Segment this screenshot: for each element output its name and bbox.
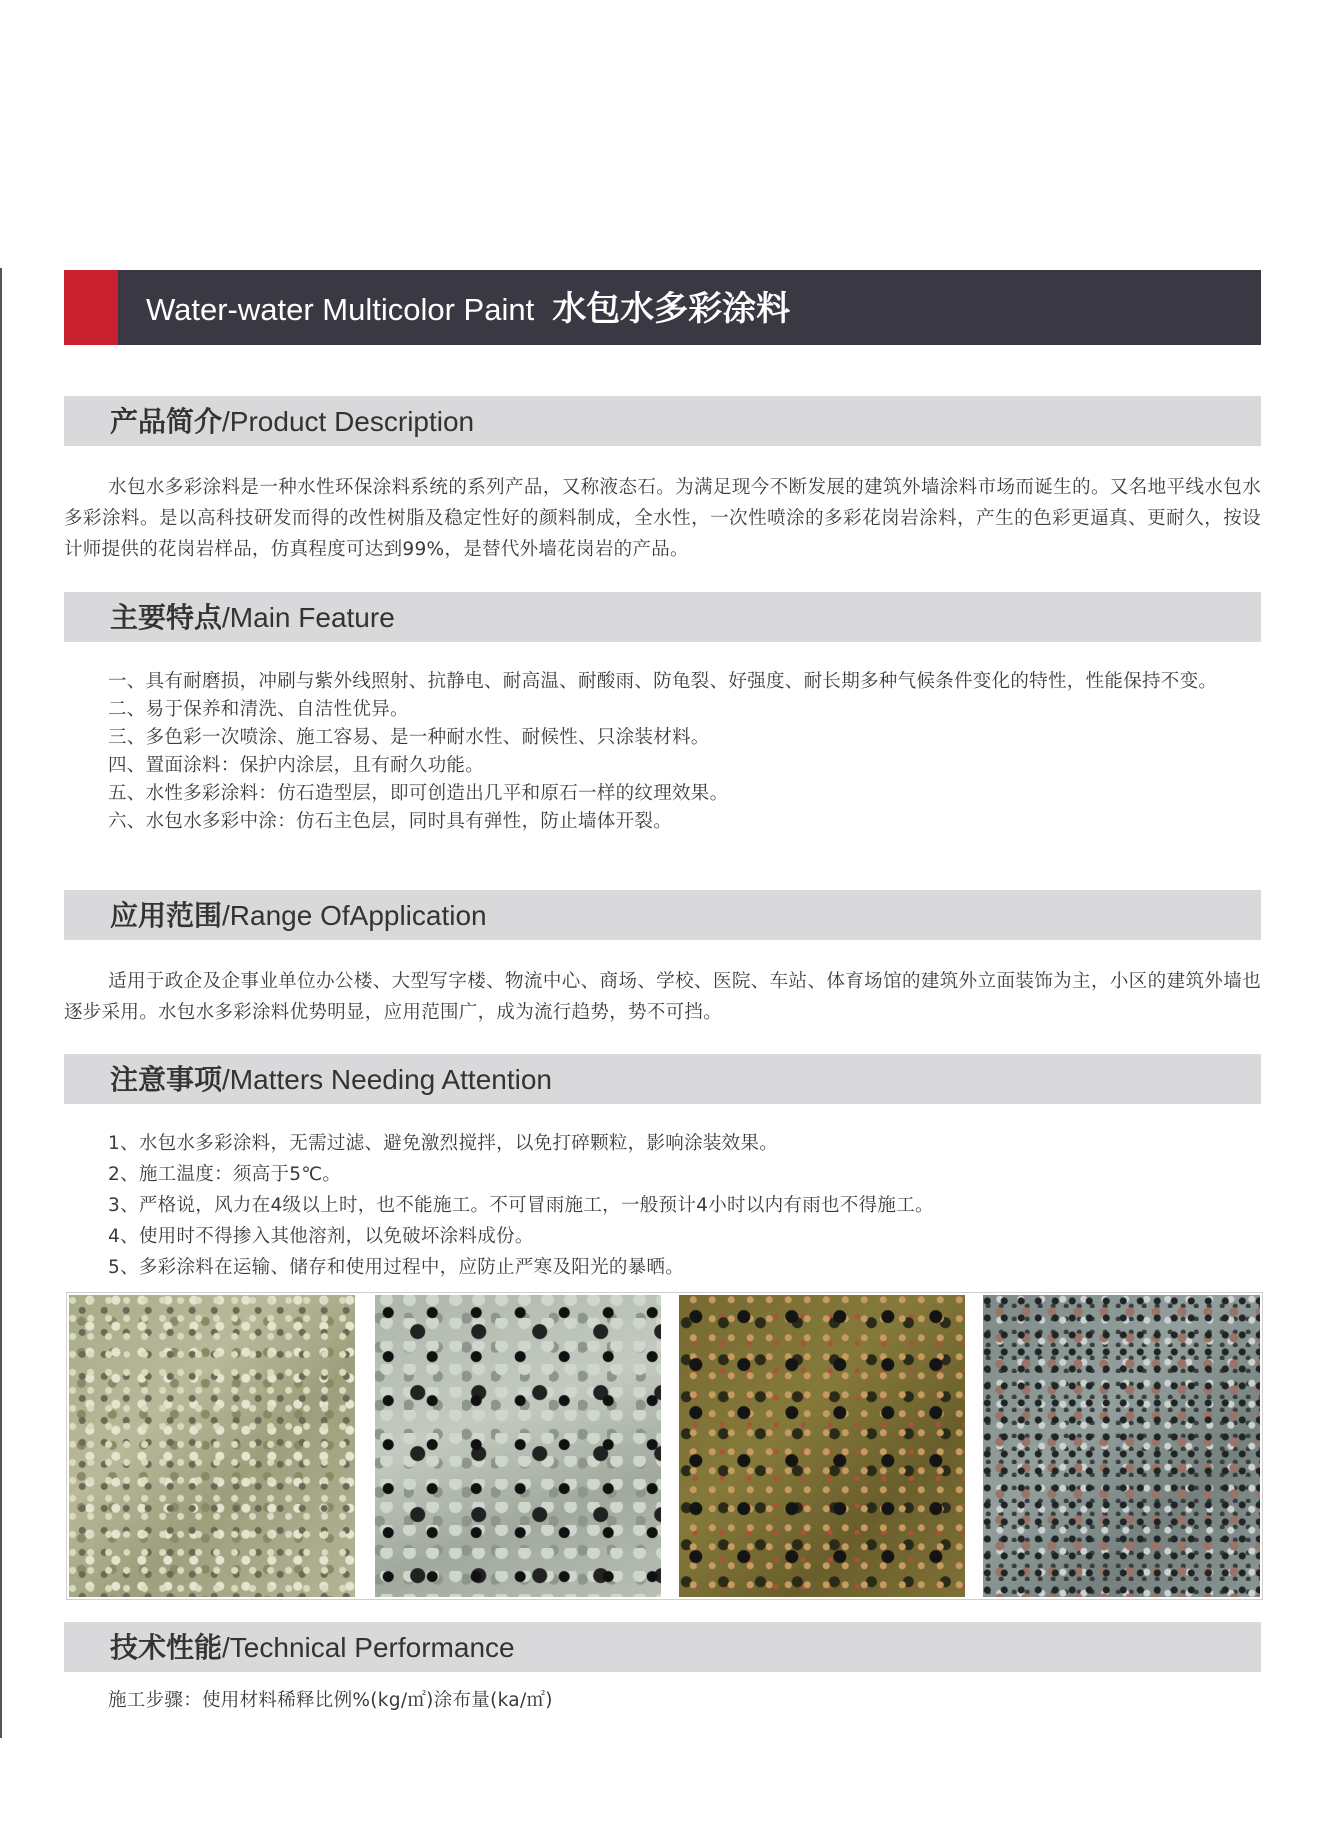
section-header-features xyxy=(64,592,1261,642)
attention-item: 4、使用时不得掺入其他溶剂，以免破坏涂料成份。 xyxy=(108,1226,534,1247)
section-title-en: /Main Feature xyxy=(222,602,395,633)
texture-swatch-row xyxy=(66,1292,1263,1600)
section-title-zh: 应用范围 xyxy=(110,899,223,932)
feature-item: 三、多色彩一次喷涂、施工容易、是一种耐水性、耐候性、只涂装材料。 xyxy=(108,727,710,748)
section-title-zh: 主要特点 xyxy=(110,601,223,634)
description-text: 水包水多彩涂料是一种水性环保涂料系统的系列产品，又称液态石。为满足现今不断发展的建筑外墙涂料市场而诞生的。又名地平线水包水多彩涂料。是以高科技研发而得的改性树脂及稳定性好的颜料制成，全水性，一次性喷涂的多彩花岗岩涂料，产生的色彩更逼真、更耐久，按设计师提供的花岗岩样品，仿真程度可达到99%，是替代外墙花岗岩的产品。 xyxy=(64,477,1261,560)
feature-item: 六、水包水多彩中涂：仿石主色层，同时具有弹性，防止墙体开裂。 xyxy=(108,811,673,832)
description-paragraph xyxy=(64,472,1261,565)
attention-item: 2、施工温度：须高于5℃。 xyxy=(108,1164,342,1185)
attention-item: 1、水包水多彩涂料，无需过滤、避免激烈搅拌，以免打碎颗粒，影响涂装效果。 xyxy=(108,1133,779,1154)
section-title-en: /Matters Needing Attention xyxy=(222,1064,552,1095)
section-title-zh: 注意事项 xyxy=(110,1063,223,1096)
granite-swatch-grey-red xyxy=(983,1295,1260,1597)
section-header-description xyxy=(64,396,1261,446)
page-title-en: Water-water Multicolor Paint xyxy=(146,292,535,327)
attention-list xyxy=(64,1128,1261,1283)
section-title-zh: 技术性能 xyxy=(110,1631,223,1664)
section-title-en: /Range OfApplication xyxy=(222,900,487,931)
page-title-zh: 水包水多彩涂料 xyxy=(552,289,791,329)
granite-swatch-olive-black xyxy=(679,1295,965,1597)
left-margin-rule xyxy=(0,268,2,1738)
section-header-application xyxy=(64,890,1261,940)
section-title xyxy=(110,890,487,942)
application-text: 适用于政企及企事业单位办公楼、大型写字楼、物流中心、商场、学校、医院、车站、体育场馆的建筑外立面装饰为主，小区的建筑外墙也逐步采用。水包水多彩涂料优势明显，应用范围广，成为流行趋势，势不可挡。 xyxy=(64,971,1261,1023)
section-title xyxy=(110,396,474,448)
section-header-attention xyxy=(64,1054,1261,1104)
feature-item: 一、具有耐磨损，冲刷与紫外线照射、抗静电、耐高温、耐酸雨、防龟裂、好强度、耐长期多种气候条件变化的特性，性能保持不变。 xyxy=(108,671,1218,692)
granite-swatch-beige xyxy=(69,1295,355,1597)
section-title-zh: 产品简介 xyxy=(110,405,223,438)
technical-text: 施工步骤：使用材料稀释比例%(kg/㎡)涂布量(ka/㎡) xyxy=(108,1690,553,1711)
section-title xyxy=(110,1054,552,1106)
section-title-en: /Technical Performance xyxy=(222,1632,515,1663)
application-paragraph xyxy=(64,966,1261,1028)
section-title xyxy=(110,1622,515,1674)
section-header-technical xyxy=(64,1622,1261,1672)
section-title xyxy=(110,592,395,644)
feature-item: 四、置面涂料：保护内涂层，且有耐久功能。 xyxy=(108,755,485,776)
granite-swatch-grey-black xyxy=(375,1295,661,1597)
feature-item: 五、水性多彩涂料：仿石造型层，即可创造出几平和原石一样的纹理效果。 xyxy=(108,783,729,804)
page-title xyxy=(146,270,790,345)
section-title-en: /Product Description xyxy=(222,406,475,437)
attention-item: 3、严格说，风力在4级以上时，也不能施工。不可冒雨施工，一般预计4小时以内有雨也不得施工。 xyxy=(108,1195,934,1216)
banner-accent-block xyxy=(64,270,118,345)
feature-item: 二、易于保养和清洗、自洁性优异。 xyxy=(108,699,409,720)
technical-line xyxy=(64,1687,1261,1715)
features-list xyxy=(64,668,1261,836)
title-banner xyxy=(64,270,1261,345)
attention-item: 5、多彩涂料在运输、储存和使用过程中，应防止严寒及阳光的暴晒。 xyxy=(108,1257,685,1278)
